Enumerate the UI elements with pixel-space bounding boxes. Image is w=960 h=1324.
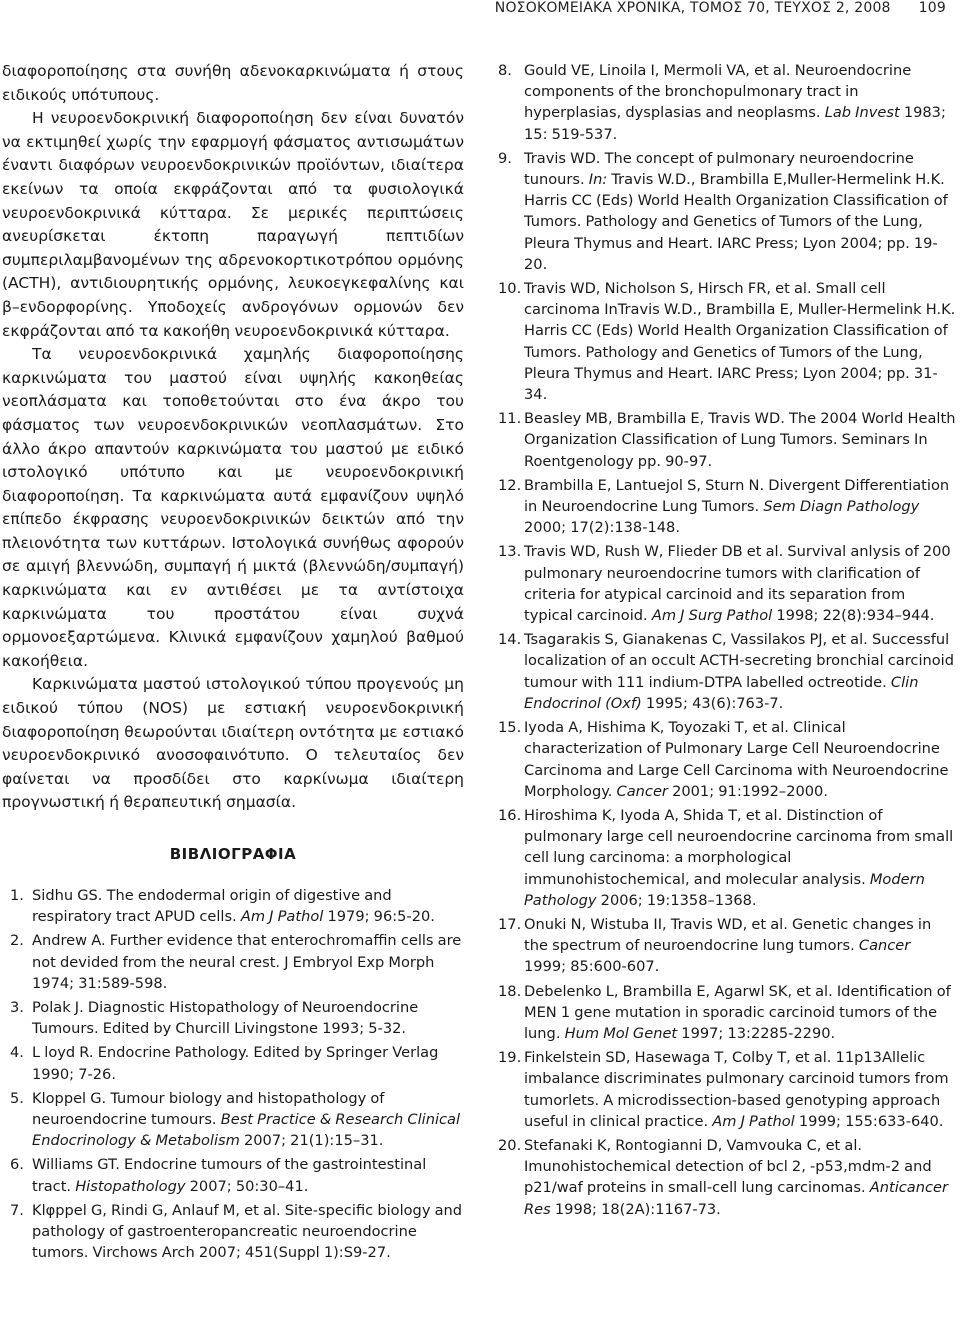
- reference-citation: 2006; 19:1358–1368.: [596, 891, 757, 909]
- reference-journal: Anticancer Res: [524, 1179, 948, 1218]
- reference-item: [2, 885, 464, 927]
- reference-journal: Best Practice & Research Clinical Endocrinology & Metabolism: [32, 1111, 461, 1150]
- reference-text: Travis WD, Nicholson S, Hirsch FR, et al. Small cell carcinoma InTravis W.D., Brambilla E, Muller-Hermelink H.K. Harris CC (Eds) World Health Organization Classification of Tumors. Pathology and Genetics of Tumors of the Lung, Pleura Thymus and Heart. IARC Press; Lyon 2004; pp. 31-34.: [524, 280, 956, 404]
- reference-item: [496, 717, 956, 802]
- reference-journal: Am J Surg Pathol: [651, 607, 773, 625]
- reference-text: Onuki N, Wistuba II, Travis WD, et al. Genetic changes in the spectrum of neuroendocrine lung tumors.: [524, 915, 932, 955]
- reference-item: [496, 278, 956, 405]
- reference-item: [2, 930, 464, 994]
- reference-number: 12.: [498, 476, 522, 494]
- reference-number: 4.: [10, 1044, 24, 1062]
- reference-journal: Modern Pathology: [524, 870, 925, 909]
- reference-item: [496, 475, 956, 539]
- reference-number: 8.: [498, 62, 512, 79]
- reference-journal: Cancer: [858, 937, 911, 955]
- reference-number: 13.: [498, 543, 522, 561]
- reference-citation: 1997; 13:2285-2290.: [677, 1024, 836, 1042]
- reference-item: [496, 148, 956, 275]
- reference-text: Brambilla E, Lantuejol S, Sturn N. Divergent Differentiation in Neuroendocrine Lung Tumors.: [524, 476, 950, 516]
- reference-journal: In:: [588, 171, 608, 189]
- reference-text: Stefanaki K, Rontogianni D, Vamvouka C, et al. Imunohistochemical detection of bcl 2, -p53,mdm-2 and p21/waf proteins in small-cell lung carcinomas.: [524, 1136, 932, 1197]
- reference-item: [2, 1200, 464, 1264]
- reference-number: 1.: [10, 887, 24, 904]
- reference-journal: Am J Pathol: [712, 1112, 795, 1130]
- reference-item: [496, 1047, 956, 1132]
- reference-item: [496, 629, 956, 714]
- reference-text: Andrew A. Further evidence that enterochromaffin cells are not devided from the neural crest. J Embryol Exp Morph 1974; 31:589-598.: [32, 932, 462, 992]
- reference-list-right: [496, 60, 956, 1220]
- reference-citation: 2000; 17(2):138-148.: [524, 519, 680, 537]
- reference-item: [2, 997, 464, 1039]
- reference-text: Tsagarakis S, Gianakenas C, Vassilakos PJ, et al. Successful localization of an occult ACTH-secreting bronchial carcinoid tumour with 111 indium-DTPA labelled octreotide.: [524, 631, 955, 691]
- reference-item: [2, 1088, 464, 1152]
- reference-text: Travis WD. The concept of pulmonary neuroendocrine tunours.: [524, 149, 914, 189]
- reference-text: Kloppel G. Tumour biology and histopathology of neuroendocrine tumours.: [32, 1089, 385, 1129]
- reference-citation: 2007; 50:30–41.: [185, 1177, 309, 1195]
- reference-number: 9.: [498, 149, 512, 167]
- reference-text: Hiroshima K, Iyoda A, Shida T, et al. Distinction of pulmonary large cell neuroendocrine carcinoma from small cell lung carcinoma: a morphological immunohistochemical, and molecular analysis.: [524, 806, 954, 888]
- journal-info: ΝΟΣΟΚΟΜΕΙΑΚΑ ΧΡΟΝΙΚΑ, ΤΟΜΟΣ 70, ΤΕΥΧΟΣ 2, 2008: [494, 0, 891, 16]
- body-paragraph: διαφοροποίησης στα συνήθη αδενοκαρκινώματα ή στους ειδικούς υπότυπους.: [2, 62, 464, 104]
- reference-journal: Hum Mol Genet: [564, 1024, 678, 1042]
- reference-text: Debelenko L, Brambilla E, Agarwl SK, et al. Identification of MEN 1 gene mutation in sporadic carcinoid tumors of the lung.: [524, 982, 951, 1042]
- reference-item: [496, 408, 956, 472]
- reference-citation: 1983; 15: 519-537.: [524, 104, 946, 143]
- reference-citation: 1995; 43(6):763-7.: [641, 694, 784, 712]
- reference-text: Iyoda A, Hishima K, Toyozaki T, et al. Clinical characterization of Pulmonary Large Cell Neuroendocrine Carcinoma and Large Cell Carcinoma with Neuroendocrine Morphology.: [524, 719, 949, 800]
- reference-journal: Am J Pathol: [240, 908, 324, 926]
- reference-text: Klφppel G, Rindi G, Anlauf M, et al. Site-specific biology and pathology of gastroenteropancreatic neuroendocrine tumors. Virchows Arch 2007; 451(Suppl 1):S9-27.: [32, 1201, 463, 1262]
- reference-number: 6.: [10, 1156, 24, 1174]
- reference-journal: Sem Diagn Pathology: [763, 498, 920, 516]
- reference-text: Beasley MB, Brambilla E, Travis WD. The 2004 World Health Organization Classification of Lung Tumors. Seminars In Roentgenology pp. 90-97.: [524, 410, 956, 470]
- reference-number: 15.: [498, 719, 522, 737]
- reference-number: 17.: [498, 915, 522, 933]
- reference-journal: Clin Endocrinol (Oxf): [524, 673, 919, 712]
- reference-number: 19.: [498, 1049, 522, 1067]
- reference-text: Finkelstein SD, Hasewaga T, Colby T, et al. 11p13Allelic imbalance discriminates pulmonary carcinoid tumors from tumorlets. A microdissection-based genotyping approach useful in clinical practice.: [524, 1049, 949, 1130]
- references-heading: ΒΙΒΛΙΟΓΡΑΦΙΑ: [169, 845, 297, 863]
- reference-journal: Histopathology: [75, 1177, 186, 1195]
- reference-citation: 1998; 22(8):934–944.: [772, 607, 935, 625]
- reference-number: 11.: [498, 410, 522, 428]
- reference-item: [2, 1154, 464, 1196]
- running-header: [495, 0, 946, 22]
- reference-citation: 1998; 18(2A):1167-73.: [550, 1200, 721, 1218]
- page-number: 109: [918, 0, 946, 16]
- reference-number: 16.: [498, 806, 522, 824]
- reference-text: Williams GT. Endocrine tumours of the gastrointestinal tract.: [32, 1156, 427, 1195]
- reference-number: 5.: [10, 1089, 24, 1107]
- body-paragraph: Καρκινώματα μαστού ιστολογικού τύπου προγενούς μη ειδικού τύπου (NOS) με εστιακή νευροενδοκρινική διαφοροποίηση θεωρούνται ιδιαίτερη οντότητα με εστιακό νευροενδοκρινικό ανοσοφαινότυπο. Ο τελευταίος δεν φαίνεται να προσδίδει στο καρκίνωμα ιδιαίτερη προγνωστική ή θεραπευτική σημασία.: [2, 675, 464, 812]
- reference-citation: Travis W.D., Brambilla E,Muller-Hermelink H.K. Harris CC (Eds) World Health Organization Classification of Tumors. Pathology and Genetics of Tumors of the Lung, Pleura Thymus and Heart. IARC Press; Lyon 2004; pp. 19-20.: [524, 171, 948, 273]
- reference-text: Travis WD, Rush W, Flieder DB et al. Survival anlysis of 200 pulmonary neuroendocrine tumors with clarification of criteria for atypical carcinoid and its separation from typical carcinoid.: [524, 543, 951, 625]
- reference-item: [2, 1042, 464, 1084]
- left-column: [2, 60, 464, 1266]
- reference-list-left: [2, 885, 464, 1263]
- reference-journal: Lab Invest: [824, 104, 900, 122]
- reference-citation: 2007; 21(1):15–31.: [239, 1132, 384, 1150]
- reference-text: L loyd R. Endocrine Pathology. Edited by Springer Verlag 1990; 7-26.: [32, 1044, 439, 1083]
- reference-item: [496, 60, 956, 145]
- reference-number: 20.: [498, 1136, 522, 1154]
- reference-citation: 1999; 85:600-607.: [524, 958, 660, 976]
- body-paragraph: Η νευροενδοκρινική διαφοροποίηση δεν είναι δυνατόν να εκτιμηθεί χωρίς την εφαρμογή φάσματος αντισωμάτων έναντι διαφόρων νευροενδοκρινικών προϊόντων, ιδιαίτερα εκείνων τα οποία εκφράζονται από τα φυσιολογικά νευροενδοκρινικά κύτταρα. Σε μερικές περιπτώσεις ανευρίσκεται έκτοπη παραγωγή πεπτιδίων συμπεριλαμβανομένων της αδρενοκορτικοτρόπου ορμόνης (ACTH), αντιδιουρητικής ορμόνης, λευκοεγκεφαλίνης και β–ενδορφορίνης. Υποδοχείς ανδρογόνων ορμονών δεν εκφράζονται από τα κακοήθη νευροενδοκρινικά κύτταρα.: [2, 109, 464, 340]
- reference-text: Polak J. Diagnostic Histopathology of Neuroendocrine Tumours. Edited by Churcill Livingstone 1993; 5-32.: [32, 999, 419, 1038]
- reference-item: [496, 981, 956, 1045]
- reference-number: 10.: [498, 280, 522, 298]
- right-column: [496, 60, 956, 1223]
- reference-number: 18.: [498, 982, 522, 1000]
- reference-item: [496, 1135, 956, 1220]
- reference-citation: 2001; 91:1992–2000.: [667, 782, 828, 800]
- reference-item: [496, 541, 956, 626]
- reference-item: [496, 914, 956, 978]
- reference-number: 14.: [498, 631, 522, 649]
- reference-citation: 1999; 155:633-640.: [794, 1112, 944, 1130]
- body-paragraph: Τα νευροενδοκρινικά χαμηλής διαφοροποίησης καρκινώματα του μαστού είναι υψηλής κακοηθείας νεοπλάσματα και τοποθετούνται στο ένα άκρο του φάσματος των νευροενδοκρινικών νεοπλασμάτων. Στο άλλο άκρο απαντούν καρκινώματα του μαστού με ειδικό ιστολογικό υπότυπο και με νευροενδοκρινική διαφοροποίηση. Τα καρκινώματα αυτά εμφανίζουν υψηλό επίπεδο έκφρασης νευροενδοκρινικών δεικτών από την πλειονότητα των κυττάρων. Ιστολογικά συνήθως αφορούν σε αμιγή βλεννώδη, συμπαγή ή μικτά (βλεννώδη/συμπαγή) καρκινώματα και εν αντιθέσει με τα αντίστοιχα καρκινώματα του προστάτου είναι συχνά ορμονοεξαρτώμενα. Κλινικά εμφανίζουν χαμηλού βαθμού κακοήθεια.: [2, 345, 464, 670]
- reference-journal: Cancer: [616, 782, 668, 800]
- reference-number: 7.: [10, 1201, 24, 1219]
- reference-number: 2.: [10, 932, 24, 950]
- reference-item: [496, 805, 956, 911]
- reference-citation: 1979; 96:5-20.: [323, 908, 435, 926]
- reference-number: 3.: [10, 999, 24, 1017]
- reference-text: Gould VE, Linoila I, Mermoli VA, et al. Neuroendocrine components of the bronchopulmonary tract in hyperplasias, dysplasias and neoplasms.: [524, 62, 912, 122]
- reference-text: Sidhu GS. The endodermal origin of digestive and respiratory tract APUD cells.: [32, 887, 392, 926]
